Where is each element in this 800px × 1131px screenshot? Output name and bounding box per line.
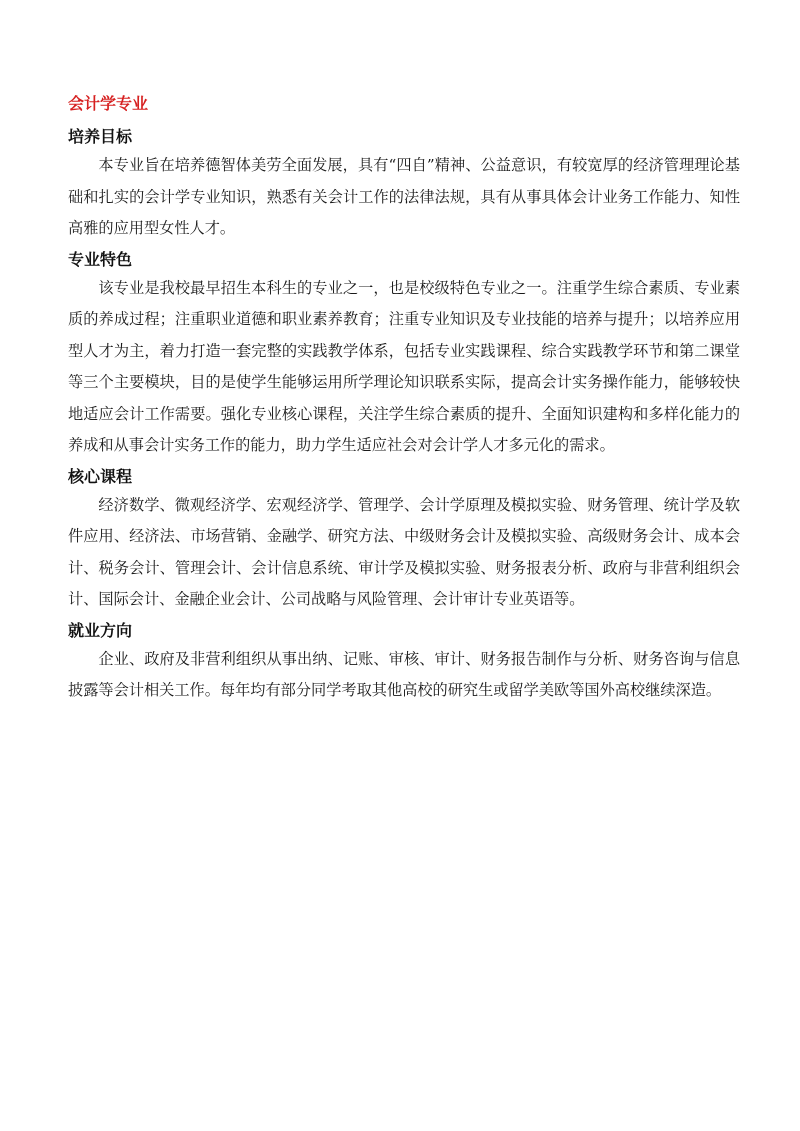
section-paragraph: 企业、政府及非营利组织从事出纳、记账、审核、审计、财务报告制作与分析、财务咨询与信息披露等会计相关工作。每年均有部分同学考取其他高校的研究生或留学美欧等国外高校继续深造。 [68, 649, 740, 699]
section-core-courses [68, 464, 740, 616]
section-heading: 培养目标 [68, 127, 133, 146]
section-training-goals [68, 124, 740, 245]
section-career-direction [68, 618, 740, 707]
section-heading: 专业特色 [68, 249, 133, 269]
section-heading: 就业方向 [68, 620, 133, 640]
section-paragraph: 经济数学、微观经济学、宏观经济学、管理学、会计学原理及模拟实验、财务管理、统计学及软件应用、经济法、市场营销、金融学、研究方法、中级财务会计及模拟实验、高级财务会计、成本会计、税务会计、管理会计、会计信息系统、审计学及模拟实验、财务报表分析、政府与非营利组织会计、国际会计、金融企业会计、公司战略与风险管理、会计审计专业英语等。 [68, 495, 740, 608]
section-paragraph: 本专业旨在培养德智体美劳全面发展，具有“四自”精神、公益意识，有较宽厚的经济管理理论基础和扎实的会计学专业知识，熟悉有关会计工作的法律法规，具有从事具体会计业务工作能力、知性高雅的应用型女性人才。 [68, 156, 740, 237]
section-heading: 核心课程 [68, 466, 133, 486]
section-paragraph: 该专业是我校最早招生本科生的专业之一，也是校级特色专业之一。注重学生综合素质、专业素质的养成过程；注重职业道德和职业素养教育；注重专业知识及专业技能的培养与提升；以培养应用型人才为主，着力打造一套完整的实践教学体系，包括专业实践课程、综合实践教学环节和第二课堂等三个主要模块，目的是使学生能够运用所学理论知识联系实际，提高会计实务操作能力，能够较快地适应会计工作需要。强化专业核心课程，关注学生综合素质的提升、全面知识建构和多样化能力的养成和从事会计实务工作的能力，助力学生适应社会对会计学人才多元化的需求。 [68, 278, 740, 454]
document-page [68, 90, 740, 709]
page-title: 会计学专业 [68, 94, 149, 113]
section-program-features [68, 247, 740, 462]
